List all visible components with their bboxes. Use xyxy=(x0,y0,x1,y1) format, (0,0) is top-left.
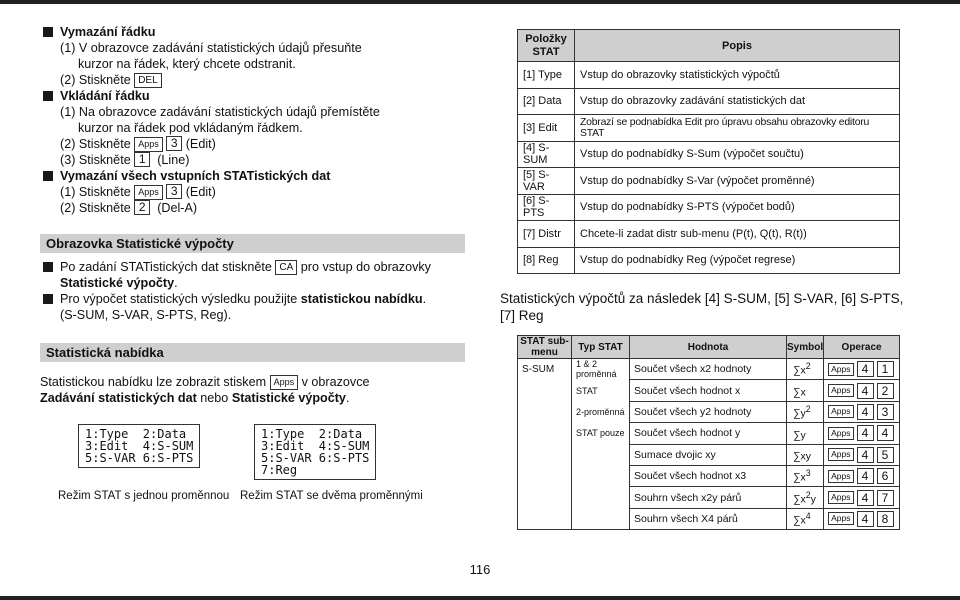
key-digit: 2 xyxy=(877,383,894,399)
calc-bullet-1: Po zadání STATistických dat stiskněte CA pro vstup do obrazovky Statistické výpočty. xyxy=(40,259,465,291)
table-row xyxy=(518,359,900,380)
value-cell: Souhrn všech x2y párů xyxy=(630,487,787,508)
calc-bullet-2: Pro výpočet statistických výsledku použijte statistickou nabídku. (S-SUM, S-VAR, S-PTS, Reg). xyxy=(40,291,465,323)
symbol-base: ∑x xyxy=(793,364,806,377)
type-cell xyxy=(572,508,630,529)
symbol-cell xyxy=(787,487,824,508)
delete-all-step1: (1) Stiskněte Apps 3 (Edit) xyxy=(60,184,216,199)
key-digit: 4 xyxy=(857,511,874,527)
table-header-row xyxy=(518,30,900,62)
key-digit: 4 xyxy=(877,425,894,441)
submenu-cell xyxy=(518,465,572,486)
table-row xyxy=(518,465,900,486)
del-key: DEL xyxy=(134,73,161,88)
value-cell: Součet všech hodnot x3 xyxy=(630,465,787,486)
delete-row-step1-cont: kurzor na řádek, který chcete odstranit. xyxy=(78,57,296,71)
apps-key: Apps xyxy=(828,448,853,461)
value-cell: Souhrn všech X4 párů xyxy=(630,508,787,529)
stat-submenu-table xyxy=(517,335,900,530)
lcd-caption-single: Režim STAT s jednou proměnnou xyxy=(58,490,230,502)
section-title-menu: Statistická nabídka xyxy=(40,343,465,362)
table-row: [5] S-VAR Vstup do podnabídky S-Var (výpočet proměnné) xyxy=(518,168,900,195)
stat-items-table xyxy=(517,29,900,274)
results-note: Statistických výpočtů za následek [4] S-SUM, [5] S-VAR, [6] S-PTS, [7] Reg xyxy=(500,291,904,323)
type-cell: 2-proměnná xyxy=(572,401,630,422)
symbol-exponent: 2 xyxy=(805,361,811,372)
lcd-caption-two: Režim STAT se dvěma proměnnými xyxy=(240,490,423,502)
delete-row-step1: (1) V obrazovce zadávání statistických údajů přesuňte xyxy=(60,41,362,55)
delete-all-step2: (2) Stiskněte 2 (Del-A) xyxy=(60,200,198,215)
key-digit: 8 xyxy=(877,511,894,527)
header-description: Popis xyxy=(575,30,900,62)
submenu-cell xyxy=(518,380,572,401)
key-digit: 4 xyxy=(857,425,874,441)
symbol-cell xyxy=(787,508,824,529)
symbol-base: ∑x xyxy=(793,386,806,399)
value-cell: Součet všech hodnot x xyxy=(630,380,787,401)
key-1: 1 xyxy=(134,152,150,167)
symbol-exponent: 3 xyxy=(805,468,811,479)
page-number: 116 xyxy=(469,562,491,577)
submenu-cell xyxy=(518,423,572,444)
apps-key: Apps xyxy=(270,375,299,390)
table-row xyxy=(518,508,900,529)
table-row: [6] S-PTS Vstup do podnabídky S-PTS (výpočet bodů) xyxy=(518,194,900,221)
symbol-exponent: 2 xyxy=(805,489,811,500)
symbol-exponent: 4 xyxy=(805,511,811,522)
type-cell: STAT xyxy=(572,380,630,401)
submenu-cell xyxy=(518,487,572,508)
type-cell xyxy=(572,444,630,465)
key-digit: 5 xyxy=(877,447,894,463)
key-digit: 1 xyxy=(877,361,894,377)
submenu-cell xyxy=(518,401,572,422)
operation-cell xyxy=(824,380,900,401)
key-digit: 4 xyxy=(857,468,874,484)
table-row: [2] Data Vstup do obrazovky zadávání statistických dat xyxy=(518,88,900,115)
operation-cell xyxy=(824,401,900,422)
value-cell: Součet všech hodnot y xyxy=(630,423,787,444)
key-2: 2 xyxy=(134,200,150,215)
insert-row-step1: (1) Na obrazovce zadávání statistických údajů přemístěte xyxy=(60,105,380,119)
delete-row-step2: (2) Stiskněte DEL xyxy=(40,72,465,88)
operation-cell xyxy=(824,465,900,486)
operation-cell xyxy=(824,359,900,380)
table-row xyxy=(518,487,900,508)
operation-cell xyxy=(824,423,900,444)
key-digit: 4 xyxy=(857,447,874,463)
symbol-cell xyxy=(787,423,824,444)
table-row xyxy=(518,423,900,444)
bottom-border xyxy=(0,596,960,600)
table-row: [8] Reg Vstup do podnabídky Reg (výpočet regrese) xyxy=(518,247,900,274)
symbol-cell xyxy=(787,401,824,422)
operation-cell xyxy=(824,508,900,529)
header-items: Položky STAT xyxy=(518,30,575,62)
top-border xyxy=(0,0,960,4)
apps-key: Apps xyxy=(134,137,163,152)
left-column xyxy=(40,24,465,514)
key-3: 3 xyxy=(166,184,182,199)
submenu-cell xyxy=(518,508,572,529)
header-value: Hodnota xyxy=(630,336,787,359)
insert-row-heading: Vkládání řádku xyxy=(40,88,465,104)
apps-key: Apps xyxy=(828,491,853,504)
table-row: [3] Edit Zobrazí se podnabídka Edit pro úpravu obsahu obrazovky editoru STAT xyxy=(518,115,900,142)
symbol-exponent: 2 xyxy=(805,404,811,415)
key-digit: 4 xyxy=(857,361,874,377)
apps-key: Apps xyxy=(828,384,853,397)
lcd-examples xyxy=(40,424,465,514)
symbol-cell xyxy=(787,465,824,486)
symbol-suffix: y xyxy=(810,493,816,506)
ca-key: CA xyxy=(275,260,297,275)
type-cell xyxy=(572,465,630,486)
table-row xyxy=(518,444,900,465)
key-digit: 4 xyxy=(857,404,874,420)
key-digit: 4 xyxy=(857,490,874,506)
key-digit: 7 xyxy=(877,490,894,506)
table-row: [4] S-SUM Vstup do podnabídky S-Sum (výpočet součtu) xyxy=(518,141,900,168)
symbol-cell xyxy=(787,359,824,380)
delete-row-heading: Vymazání řádku xyxy=(40,24,465,40)
type-cell: STAT pouze xyxy=(572,423,630,444)
header-operation: Operace xyxy=(824,336,900,359)
value-cell: Sumace dvojic xy xyxy=(630,444,787,465)
insert-row-step2: (2) Stiskněte Apps 3 (Edit) xyxy=(60,136,216,151)
symbol-base: ∑x xyxy=(793,514,806,527)
symbol-cell xyxy=(787,380,824,401)
insert-row-step1-cont: kurzor na řádek pod vkládaným řádkem. xyxy=(78,121,303,135)
header-type: Typ STAT xyxy=(572,336,630,359)
value-cell: Součet všech x2 hodnoty xyxy=(630,359,787,380)
symbol-base: ∑x xyxy=(793,493,806,506)
apps-key: Apps xyxy=(828,512,853,525)
header-submenu: STAT sub-menu xyxy=(518,336,572,359)
lcd-single-var: 1:Type 2:Data 3:Edit 4:S-SUM 5:S-VAR 6:S-PTS xyxy=(78,424,200,468)
apps-key: Apps xyxy=(134,185,163,200)
apps-key: Apps xyxy=(828,470,853,483)
header-symbol: Symbol xyxy=(787,336,824,359)
symbol-base: ∑xy xyxy=(793,450,811,463)
symbol-base: ∑y xyxy=(793,407,806,420)
table-row: [1] Type Vstup do obrazovky statistických výpočtů xyxy=(518,62,900,89)
lcd-two-var: 1:Type 2:Data 3:Edit 4:S-SUM 5:S-VAR 6:S-PTS 7:Reg xyxy=(254,424,376,480)
value-cell: Součet všech y2 hodnoty xyxy=(630,401,787,422)
table-row xyxy=(518,380,900,401)
submenu-table-body xyxy=(518,359,900,530)
submenu-cell: S-SUM xyxy=(518,359,572,380)
apps-key: Apps xyxy=(828,427,853,440)
insert-row-step3: (3) Stiskněte 1 (Line) xyxy=(60,152,190,167)
operation-cell xyxy=(824,487,900,508)
table-header-row xyxy=(518,336,900,359)
operation-cell xyxy=(824,444,900,465)
type-cell xyxy=(572,487,630,508)
key-3: 3 xyxy=(166,136,182,151)
apps-key: Apps xyxy=(828,405,853,418)
menu-paragraph: Statistickou nabídku lze zobrazit stiskem Apps v obrazovce Zadávání statistických dat nebo Statistické výpočty. xyxy=(40,375,370,405)
table-row: [7] Distr Chcete-li zadat distr sub-menu (P(t), Q(t), R(t)) xyxy=(518,221,900,248)
symbol-base: ∑y xyxy=(793,429,806,442)
delete-all-heading: Vymazání všech vstupních STATistických dat xyxy=(40,168,465,184)
symbol-base: ∑x xyxy=(793,471,806,484)
symbol-cell xyxy=(787,444,824,465)
key-digit: 6 xyxy=(877,468,894,484)
table-row xyxy=(518,401,900,422)
section-title-calc: Obrazovka Statistické výpočty xyxy=(40,234,465,253)
key-digit: 3 xyxy=(877,404,894,420)
type-cell: 1 & 2 proměnná xyxy=(572,359,630,380)
key-digit: 4 xyxy=(857,383,874,399)
apps-key: Apps xyxy=(828,363,853,376)
submenu-cell xyxy=(518,444,572,465)
